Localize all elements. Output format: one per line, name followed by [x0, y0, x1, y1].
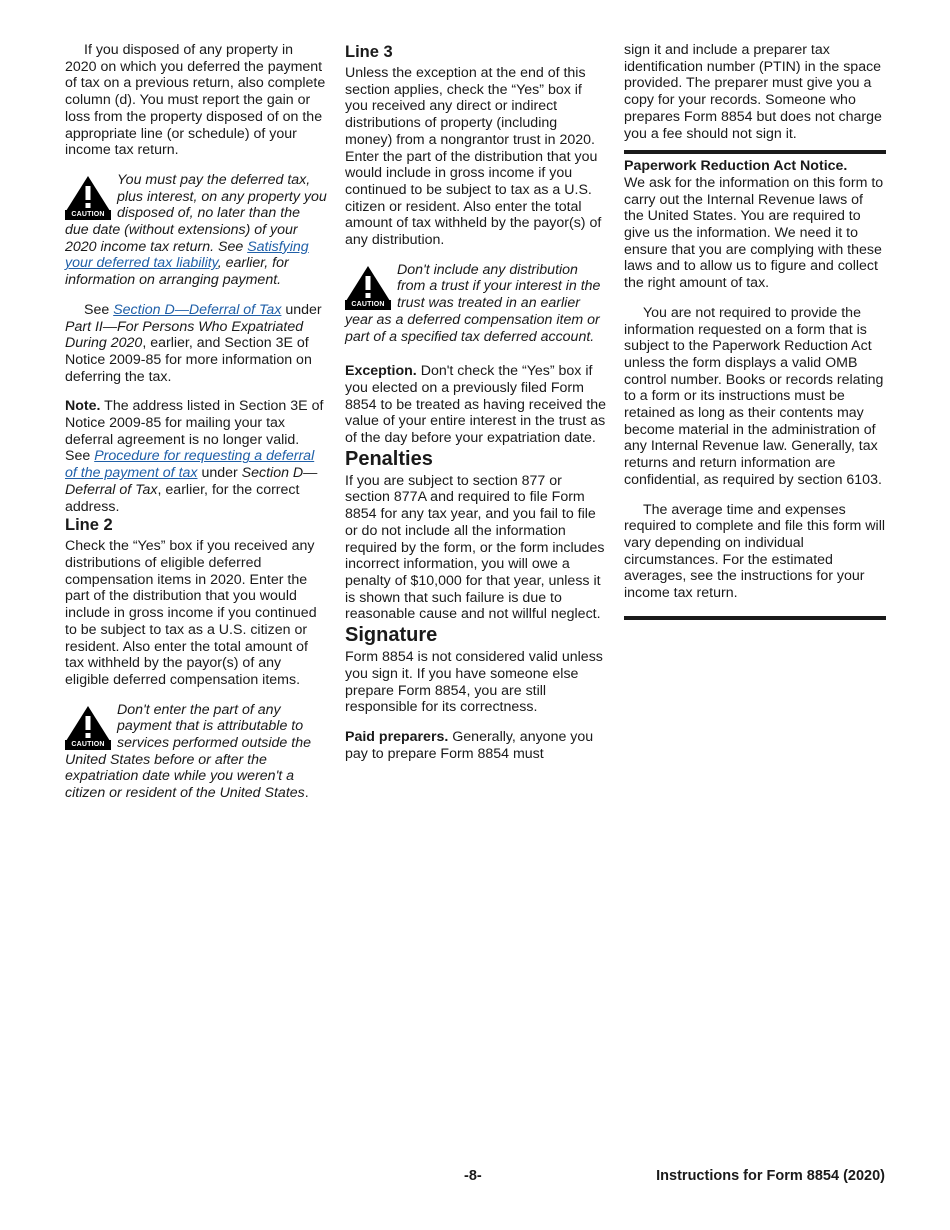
caution-icon: [345, 265, 391, 311]
caution-icon: [65, 705, 111, 751]
note-italic-section-d: Section D—Deferral of Tax: [65, 465, 318, 498]
caution-label: CAUTION: [65, 740, 111, 750]
section-divider: [624, 150, 886, 154]
page-number: -8-: [464, 1168, 482, 1184]
paragraph-paperwork-3: The average time and expenses required to complete and file this form will vary depending on individual circumstances. For the estimated averages, see the instructions for your income tax return.: [624, 501, 886, 602]
paragraph-disposed-property: If you disposed of any property in 2020 on which you deferred the payment of tax on a previous return, also complete column (d). You must report the gain or loss from the property disposed of on the appropriate line (or schedule) of your income tax return.: [65, 42, 326, 159]
text-see: See: [84, 301, 114, 318]
note-lead: Note.: [65, 398, 101, 415]
exception-lead: Exception.: [345, 363, 417, 380]
heading-signature: Signature: [345, 624, 438, 647]
text-part-ii: Part II—For Persons Who Expatriated During 2020: [65, 318, 304, 352]
caution-block-deferred-tax: [65, 172, 327, 289]
heading-line-3: Line 3: [345, 43, 393, 61]
heading-penalties: Penalties: [345, 447, 433, 470]
caution-block-trust: [345, 262, 607, 346]
paragraph-line-2: Check the “Yes” box if you received any distributions of eligible deferred compensation items in 2020. Enter the part of the distribution that you would include in gross income if you continued to be subject to tax as a U.S. citizen or resident. Also enter the total amount of tax withheld by the payor(s) of any eligible deferred compensation items.: [65, 538, 317, 688]
note-text: The address listed in Section 3E of Notice 2009-85 for mailing your tax deferral agreement is no longer valid. See: [65, 398, 324, 465]
paragraph-paperwork-2: You are not required to provide the information requested on a form that is subject to the Paperwork Reduction Act unless the form displays a valid OMB control number. Books or records relating to a form or its instructions must be retained as long as their contents may become material in the administration of any Internal Revenue law. Generally, tax returns and return information are confidential, as required by section 6103.: [624, 304, 884, 488]
paragraph-paid-preparers-cont: sign it and include a preparer tax identification number (PTIN) in the space provided. The preparer must give you a copy for your records. Someone who prepares Form 8854 but does not charge you a fee should not sign it.: [624, 42, 882, 142]
caution-text: Don't include any distribution from a trust if your interest in the trust was treated in an earlier year as a deferred compensation item or part of a specified tax deferred account.: [345, 261, 601, 345]
caution-icon: [65, 175, 111, 221]
note-rest: , earlier, for the correct address.: [65, 481, 300, 515]
heading-paperwork-reduction: Paperwork Reduction Act Notice.: [624, 158, 848, 175]
column-1: [65, 42, 327, 802]
paragraph-signature: Form 8854 is not considered valid unless you sign it. If you have someone else prepare Form 8854, you are still responsible for its correctness.: [345, 649, 603, 716]
paragraph-see-section-d: [65, 302, 327, 386]
exception-text: Don't check the “Yes” box if you elected on a previously filed Form 8854 to be treated as having received the value of your entire interest in the trust as of the day before your expatriation date.: [345, 363, 607, 447]
caution-label: CAUTION: [345, 300, 391, 310]
caution-text-end: .: [304, 785, 309, 802]
paragraph-exception: [345, 363, 607, 447]
link-satisfying-deferred-tax[interactable]: Satisfying your deferred tax liability: [65, 238, 309, 272]
column-2: [345, 42, 607, 762]
section-divider-end: [624, 616, 886, 620]
footer-form-title: Instructions for Form 8854 (2020): [656, 1168, 885, 1184]
caution-text: Don't enter the part of any payment that is attributable to services performed outside the United States before or after the expatriation date while you weren't a citizen or resident of the United States: [65, 701, 311, 802]
link-procedure-deferral[interactable]: Procedure for requesting a deferral of the payment of tax: [65, 448, 315, 482]
caution-label: CAUTION: [65, 210, 111, 220]
paragraph-note: [65, 398, 327, 515]
caution-text-end: , earlier, for information on arranging payment.: [65, 255, 289, 289]
paragraph-paid-preparers: [345, 729, 607, 762]
paragraph-paperwork-1: We ask for the information on this form to carry out the Internal Revenue laws of the United States. You are required to give us the information. We need it to ensure that you are complying with these laws and to allow us to figure and collect the right amount of tax.: [624, 174, 884, 292]
link-section-d-deferral[interactable]: Section D—Deferral of Tax: [113, 301, 282, 318]
paragraph-penalties: If you are subject to section 877 or section 877A and required to file Form 8854 for any tax year, and you fail to file or do not include all the information required by the form, or the form includes incorrect information, you will owe a penalty of $10,000 for that year, unless it is shown that such failure is due to reasonable cause and not willful neglect.: [345, 472, 605, 623]
heading-line-2: Line 2: [65, 516, 113, 535]
caution-block-line-2: [65, 702, 327, 802]
text-under: under: [281, 301, 322, 318]
column-3: [624, 42, 886, 620]
paid-preparers-text: Generally, anyone you pay to prepare Form 8854 must: [345, 728, 594, 762]
paragraph-line-3: Unless the exception at the end of this section applies, check the “Yes” box if you received any direct or indirect distributions of property (including money) from a nongrantor trust in 2020. Enter the part of the distribution that you would include in gross income if you continued to be subject to tax as a U.S. citizen or resident. Also enter the total amount of tax withheld by the payor(s) of any distribution.: [345, 65, 602, 249]
caution-text: You must pay the deferred tax, plus interest, on any property you disposed of, no later than the due date (without extensions) of your 2020 income tax return. See: [65, 171, 327, 255]
text-rest: , earlier, and Section 3E of Notice 2009-85 for more information on deferring the tax.: [65, 335, 312, 385]
note-under: under: [197, 465, 242, 482]
paid-preparers-lead: Paid preparers.: [345, 728, 449, 745]
